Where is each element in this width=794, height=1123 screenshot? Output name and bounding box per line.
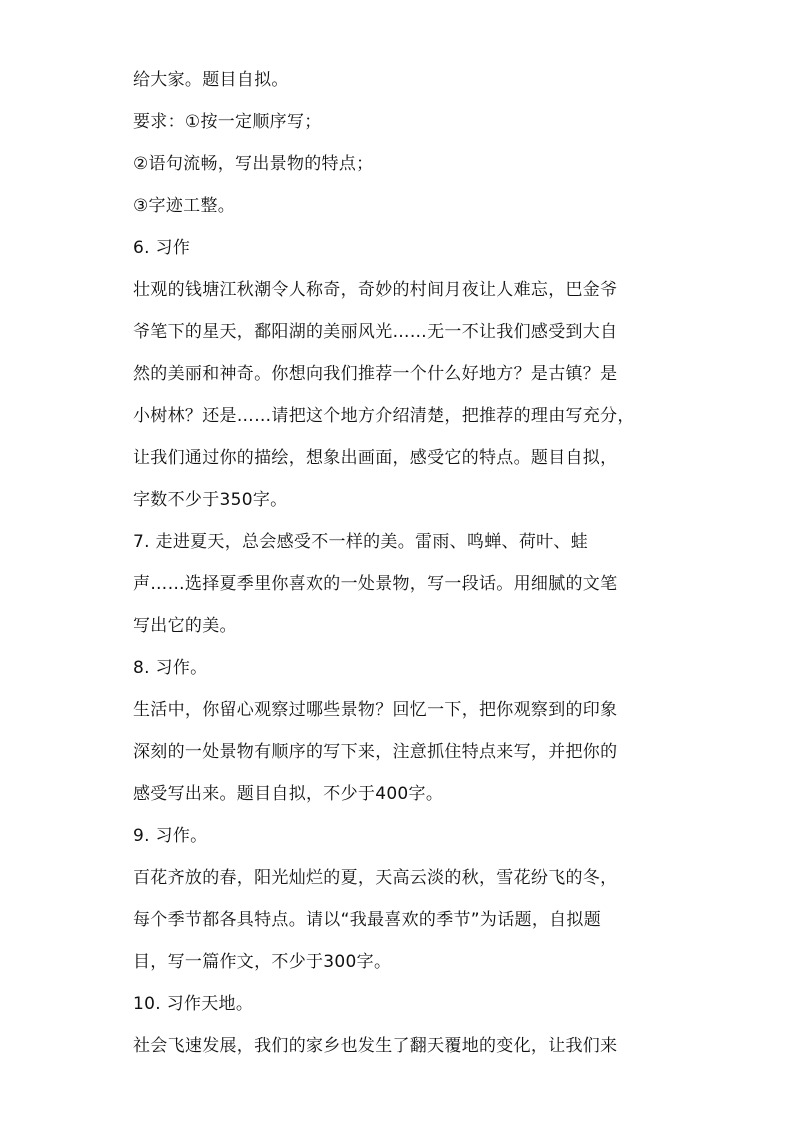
- text-line: ③字迹工整。: [133, 196, 236, 216]
- question-heading: 9. 习作。: [133, 826, 208, 846]
- question-heading: 8. 习作。: [133, 658, 208, 678]
- text-line: 生活中，你留心观察过哪些景物？回忆一下，把你观察到的印象: [133, 700, 618, 720]
- question-heading: 10. 习作天地。: [133, 994, 254, 1014]
- text-line: 要求：①按一定顺序写；: [133, 112, 322, 132]
- text-line: ②语句流畅，写出景物的特点；: [133, 154, 374, 174]
- text-line: 然的美丽和神奇。你想向我们推荐一个什么好地方？是古镇？是: [133, 364, 618, 384]
- text-line: 感受写出来。题目自拟，不少于400字。: [133, 784, 444, 804]
- text-line: 目，写一篇作文，不少于300字。: [133, 952, 392, 972]
- text-line: 写出它的美。: [133, 616, 237, 636]
- text-line: 深刻的一处景物有顺序的写下来，注意抓住特点来写，并把你的: [133, 742, 618, 762]
- text-line: 给大家。题目自拟。: [133, 70, 289, 90]
- text-line: 壮观的钱塘江秋潮令人称奇，奇妙的村间月夜让人难忘，巴金爷: [133, 280, 618, 300]
- question-heading: 7. 走进夏天，总会感受不一样的美。雷雨、鸣蝉、荷叶、蛙: [133, 532, 589, 552]
- text-line: 小树林？还是……请把这个地方介绍清楚，把推荐的理由写充分，: [133, 406, 635, 426]
- text-line: 爷笔下的星天，鄱阳湖的美丽风光……无一不让我们感受到大自: [133, 322, 618, 342]
- text-line: 让我们通过你的描绘，想象出画面，感受它的特点。题目自拟，: [133, 448, 618, 468]
- text-line: 声……选择夏季里你喜欢的一处景物，写一段话。用细腻的文笔: [133, 574, 618, 594]
- text-line: 字数不少于350字。: [133, 490, 288, 510]
- text-line: 社会飞速发展，我们的家乡也发生了翻天覆地的变化，让我们来: [133, 1036, 618, 1056]
- text-line: 每个季节都各具特点。请以“我最喜欢的季节”为话题，自拟题: [133, 910, 602, 930]
- text-line: 百花齐放的春，阳光灿烂的夏，天高云淡的秋，雪花纷飞的冬，: [133, 868, 618, 888]
- document-body: [133, 59, 673, 1067]
- question-heading: 6. 习作: [133, 238, 191, 258]
